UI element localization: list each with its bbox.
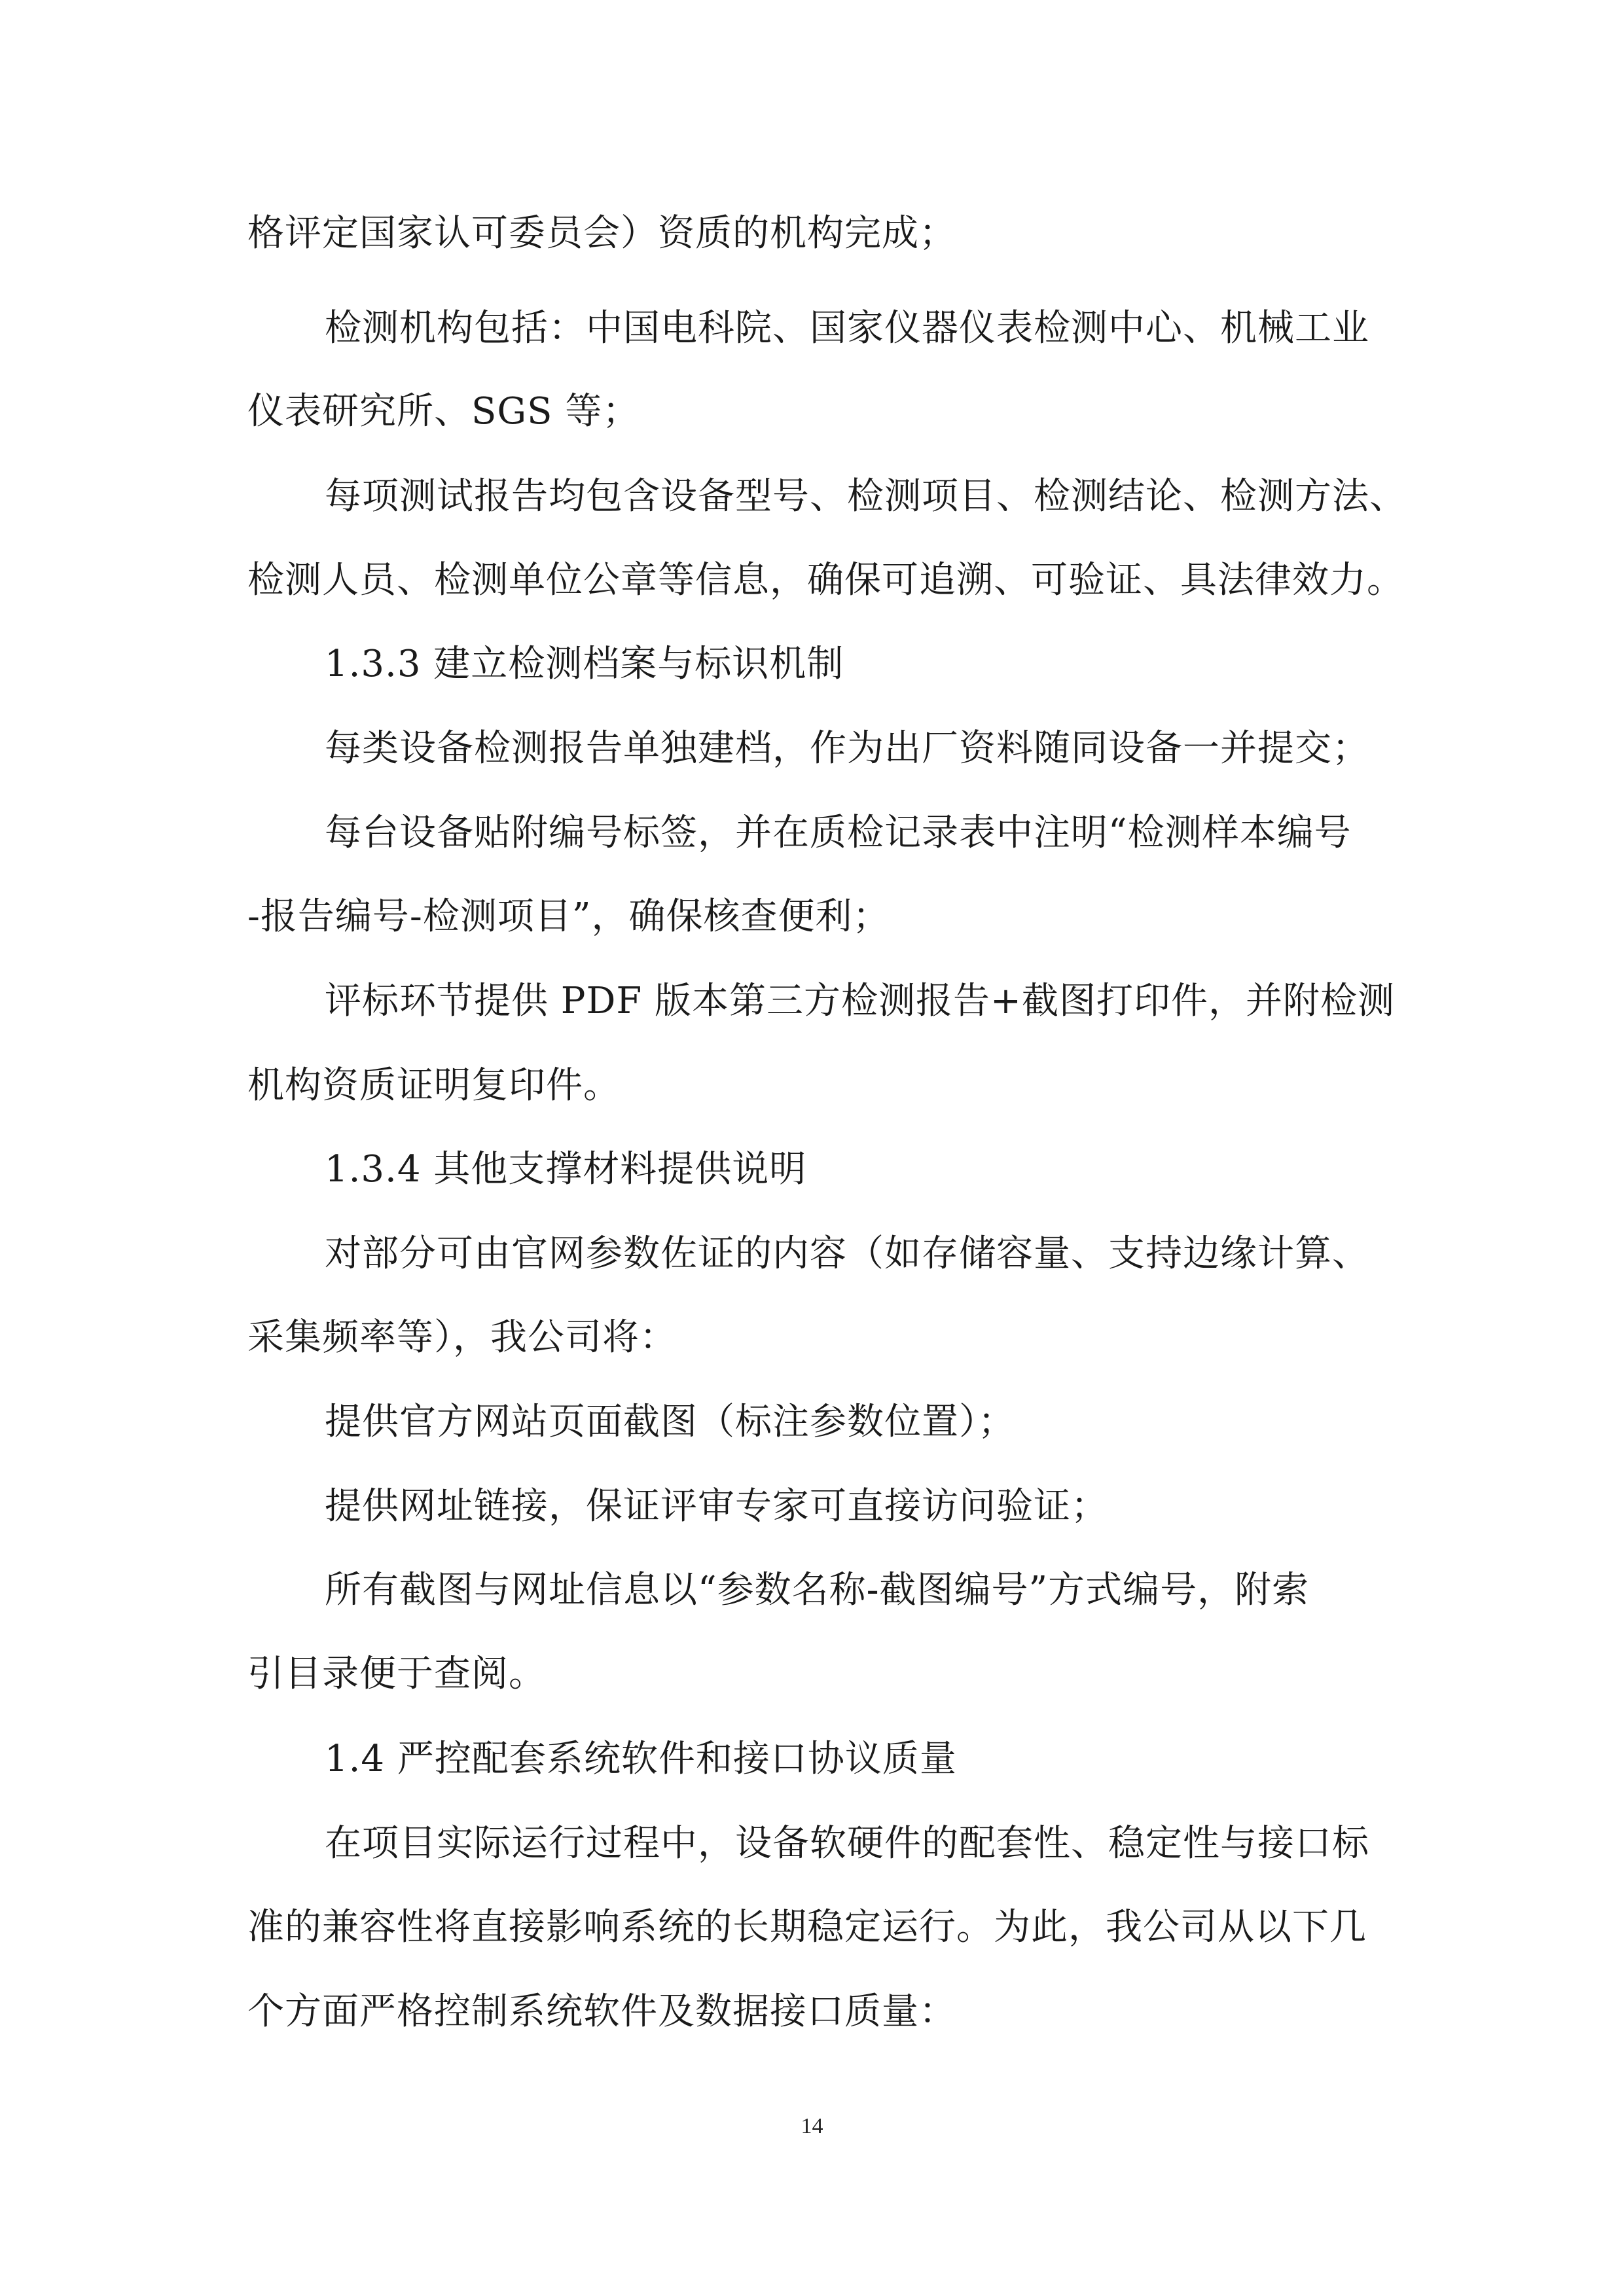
page-number: 14 bbox=[801, 2114, 823, 2138]
section-heading-1-3-4: 1.3.4 其他支撑材料提供说明 bbox=[325, 1148, 807, 1191]
text-line: 检测机构包括：中国电科院、国家仪器仪表检测中心、机械工业 bbox=[325, 307, 1369, 350]
text-line: 检测人员、检测单位公章等信息，确保可追溯、可验证、具法律效力。 bbox=[247, 559, 1404, 601]
text-line: 提供官方网站页面截图（标注参数位置）； bbox=[325, 1401, 1015, 1443]
text-line: 个方面严格控制系统软件及数据接口质量： bbox=[247, 1990, 956, 2033]
text-line: 格评定国家认可委员会）资质的机构完成； bbox=[247, 212, 956, 255]
text-line: 提供网址链接，保证评审专家可直接访问验证； bbox=[325, 1485, 1108, 1528]
text-line: 评标环节提供 PDF 版本第三方检测报告+截图打印件，并附检测 bbox=[325, 980, 1395, 1022]
text-line: 每项测试报告均包含设备型号、检测项目、检测结论、检测方法、 bbox=[325, 475, 1407, 518]
text-line: 采集频率等），我公司将： bbox=[247, 1316, 677, 1359]
text-line: 准的兼容性将直接影响系统的长期稳定运行。为此，我公司从以下几 bbox=[247, 1906, 1367, 1948]
text-line: -报告编号-检测项目”，确保核查便利； bbox=[247, 895, 890, 938]
text-line: 仪表研究所、SGS 等； bbox=[247, 390, 640, 433]
text-line: 在项目实际运行过程中，设备软硬件的配套性、稳定性与接口标 bbox=[325, 1822, 1369, 1865]
text-line: 机构资质证明复印件。 bbox=[247, 1064, 621, 1107]
section-heading-1-4: 1.4 严控配套系统软件和接口协议质量 bbox=[325, 1738, 957, 1780]
text-line: 每台设备贴附编号标签，并在质检记录表中注明“检测样本编号 bbox=[325, 812, 1352, 854]
text-line: 引目录便于查阅。 bbox=[247, 1653, 546, 1695]
text-line: 对部分可由官网参数佐证的内容（如存储容量、支持边缘计算、 bbox=[325, 1232, 1369, 1275]
text-line: 所有截图与网址信息以“参数名称-截图编号”方式编号，附索 bbox=[325, 1569, 1310, 1611]
section-heading-1-3-3: 1.3.3 建立检测档案与标识机制 bbox=[325, 643, 844, 685]
text-line: 每类设备检测报告单独建档，作为出厂资料随同设备一并提交； bbox=[325, 727, 1369, 770]
